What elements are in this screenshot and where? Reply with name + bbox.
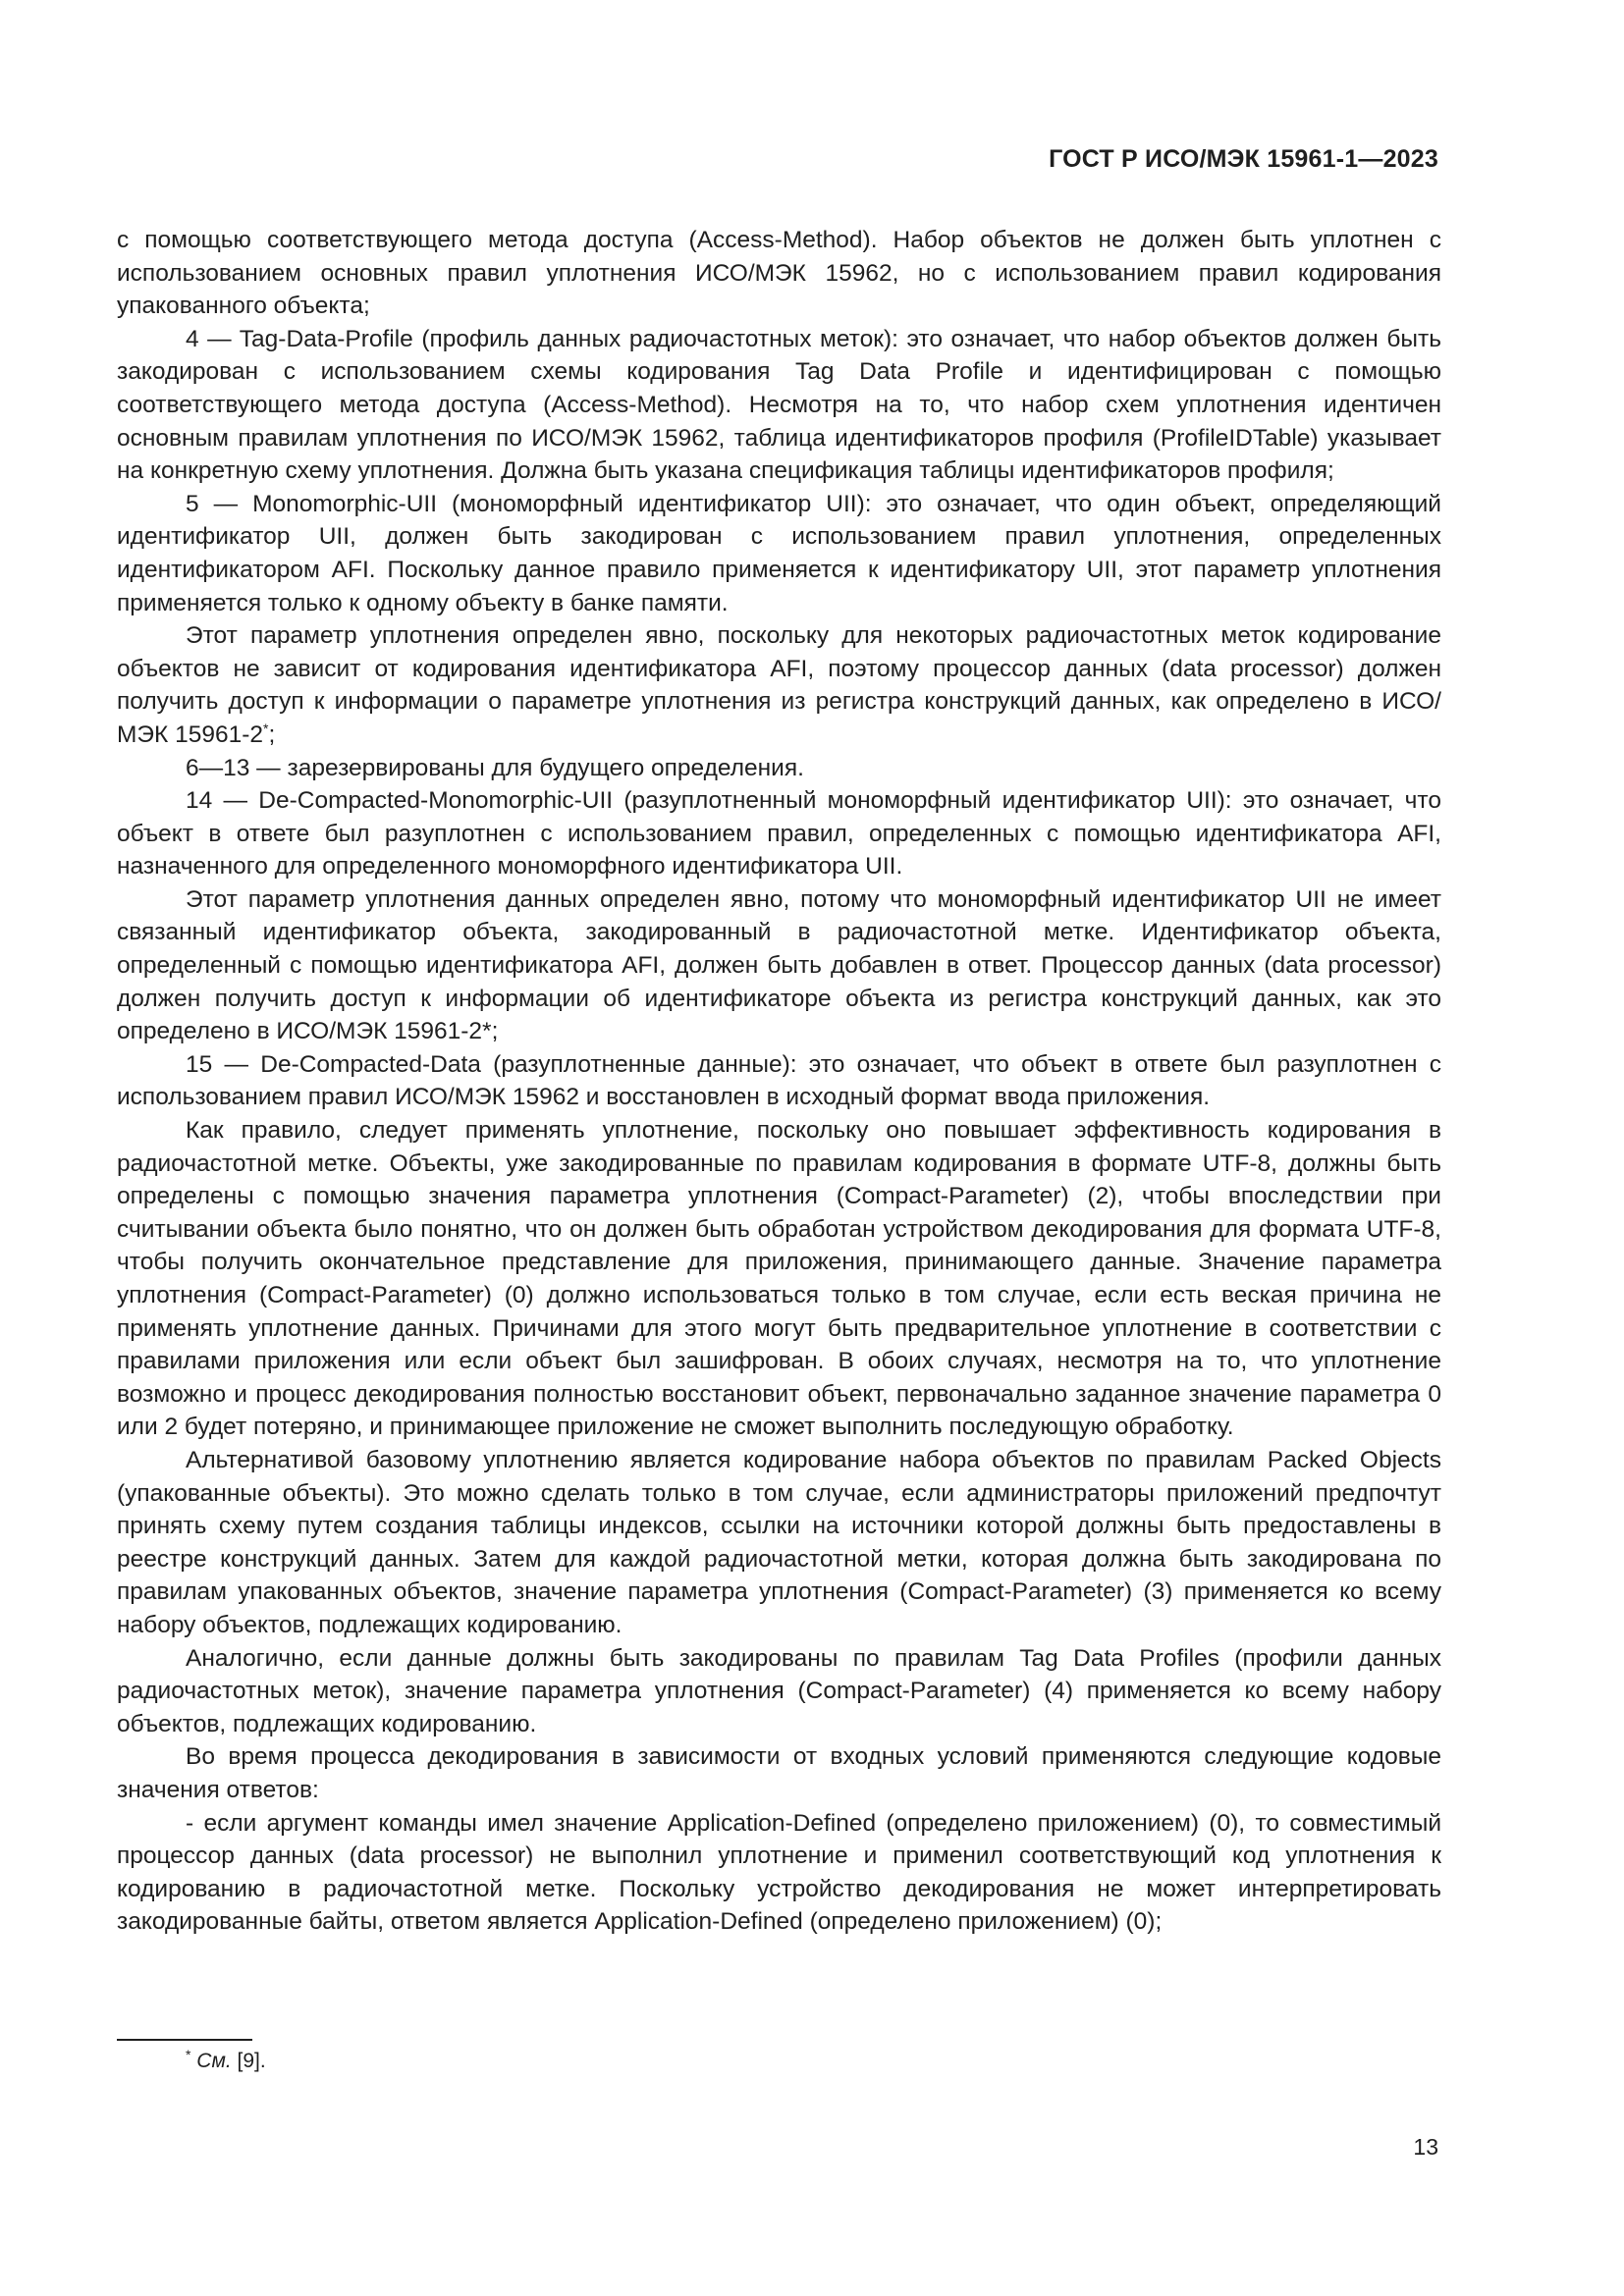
footnote-ref[interactable]: [9] — [237, 2050, 260, 2072]
paragraph-4 — [117, 619, 1441, 751]
paragraph-11: Аналогично, если данные должны быть закодированы по правилам Tag Data Profiles (профили данных радиочастотных меток), значение параметра уплотнения (Compact-Parameter) (4) применяется ко всему набору объектов, подлежащих кодированию. — [117, 1644, 1441, 1737]
footnote-reference[interactable]: * — [263, 720, 269, 736]
paragraph-7: Этот параметр уплотнения данных определен явно, потому что мономорфный идентификатор UII не имеет связанный идентификатор объекта, закодированный в радиочастотной метке. Идентификатор объекта, определенный с помощью идентификатора AFI, должен быть добавлен в ответ. Процессор данных (data processor) должен получить доступ к информации об идентификаторе объекта из регистра конструкций данных, как это определено в ИСО/МЭК 15961-2*; — [117, 885, 1441, 1045]
footnote — [186, 2048, 266, 2075]
paragraph-5: 6—13 — зарезервированы для будущего определения. — [186, 754, 804, 781]
paragraph-12: Во время процесса декодирования в зависимости от входных условий применяются следующие кодовые значения ответов: — [117, 1743, 1441, 1803]
document-header: ГОСТ Р ИСО/МЭК 15961-1—2023 — [1049, 145, 1438, 173]
paragraph-3: 5 — Monomorphic-UII (мономорфный идентификатор UII): это означает, что один объект, определяющий идентификатор UII, должен быть закодирован с использованием правил уплотнения, определенных идентификатором AFI. Поскольку данное правило применяется к идентификатору UII, этот параметр уплотнения применяется только к одному объекту в банке памяти. — [117, 490, 1441, 616]
paragraph-6: 14 — De-Compacted-Monomorphic-UII (разуплотненный мономорфный идентификатор UII): это означает, что объект в ответе был разуплотнен с использованием правил, определенных с помощью идентификатора AFI, назначенного для определенного мономорфного идентификатора UII. — [117, 787, 1441, 881]
paragraph-13: - если аргумент команды имел значение Application-Defined (определено приложением) (0), то совместимый процессор данных (data processor) не выполнил уплотнение и применил соответствующий код уплотнения к кодированию в радиочастотной метке. Поскольку устройство декодирования не может интерпретировать закодированные байты, ответом является Application-Defined (определено приложением) (0); — [117, 1809, 1441, 1936]
footnote-see: См. — [196, 2050, 232, 2072]
footnote-marker: * — [186, 2047, 191, 2062]
paragraph-8: 15 — De-Compacted-Data (разуплотненные данные): это означает, что объект в ответе был разуплотнен с использованием правил ИСО/МЭК 15962 и восстановлен в исходный формат ввода приложения. — [117, 1050, 1441, 1111]
page-number: 13 — [1413, 2134, 1438, 2160]
main-text — [117, 224, 1441, 1939]
footnote-tail: . — [259, 2050, 266, 2072]
footnote-divider — [117, 2039, 252, 2041]
paragraph-2: 4 — Tag-Data-Profile (профиль данных радиочастотных меток): это означает, что набор объектов должен быть закодирован с использованием схемы кодирования Tag Data Profile и идентифицирован с помощью соответствующего метода доступа (Access-Method). Несмотря на то, что набор схем уплотнения идентичен основным правилам уплотнения по ИСО/МЭК 15962, таблица идентификаторов профиля (ProfileIDTable) указывает на конкретную схему уплотнения. Должна быть указана спецификация таблицы идентификаторов профиля; — [117, 325, 1441, 485]
paragraph-10: Альтернативой базовому уплотнению является кодирование набора объектов по правилам Packed Objects (упакованные объекты). Это можно сделать только в том случае, если администраторы приложений предпочтут принять схему путем создания таблицы индексов, ссылки на источники которой должны быть предоставлены в реестре конструкций данных. Затем для каждой радиочастотной метки, которая должна быть закодирована по правилам упакованных объектов, значение параметра уплотнения (Compact-Parameter) (3) применяется ко всему набору объектов, подлежащих кодированию. — [117, 1446, 1441, 1638]
paragraph-9: Как правило, следует применять уплотнение, поскольку оно повышает эффективность кодирования в радиочастотной метке. Объекты, уже закодированные по правилам кодирования в формате UTF-8, должны быть определены с помощью значения параметра уплотнения (Compact-Parameter) (2), чтобы впоследствии при считывании объекта было понятно, что он должен быть обработан устройством декодирования для формата UTF-8, чтобы получить окончательное представление для приложения, принимающего данные. Значение параметра уплотнения (Compact-Parameter) (0) должно использоваться только в том случае, если есть веская причина не применять уплотнение данных. Причинами для этого могут быть предварительное уплотнение в соответствии с правилами приложения или если объект был зашифрован. В обоих случаях, несмотря на то, что уплотнение возможно и процесс декодирования полностью восстановит объект, первоначально заданное значение параметра 0 или 2 будет потеряно, и принимающее приложение не сможет выполнить последующую обработку. — [117, 1117, 1441, 1441]
paragraph-1: с помощью соответствующего метода доступа (Access-Method). Набор объектов не должен быть уплотнен с использованием основных правил уплотнения ИСО/МЭК 15962, но с использованием правил кодирования упакованного объекта; — [117, 227, 1441, 320]
paragraph-4-text: Этот параметр уплотнения определен явно, поскольку для некоторых радиочастотных меток кодирование объектов не зависит от кодирования идентификатора AFI, поэтому процессор данных (data processor) должен получить доступ к информации о параметре уплотнения из регистра конструкций данных, как определено в ИСО/МЭК 15961-2 — [117, 622, 1441, 748]
paragraph-4-tail: ; — [268, 721, 276, 748]
